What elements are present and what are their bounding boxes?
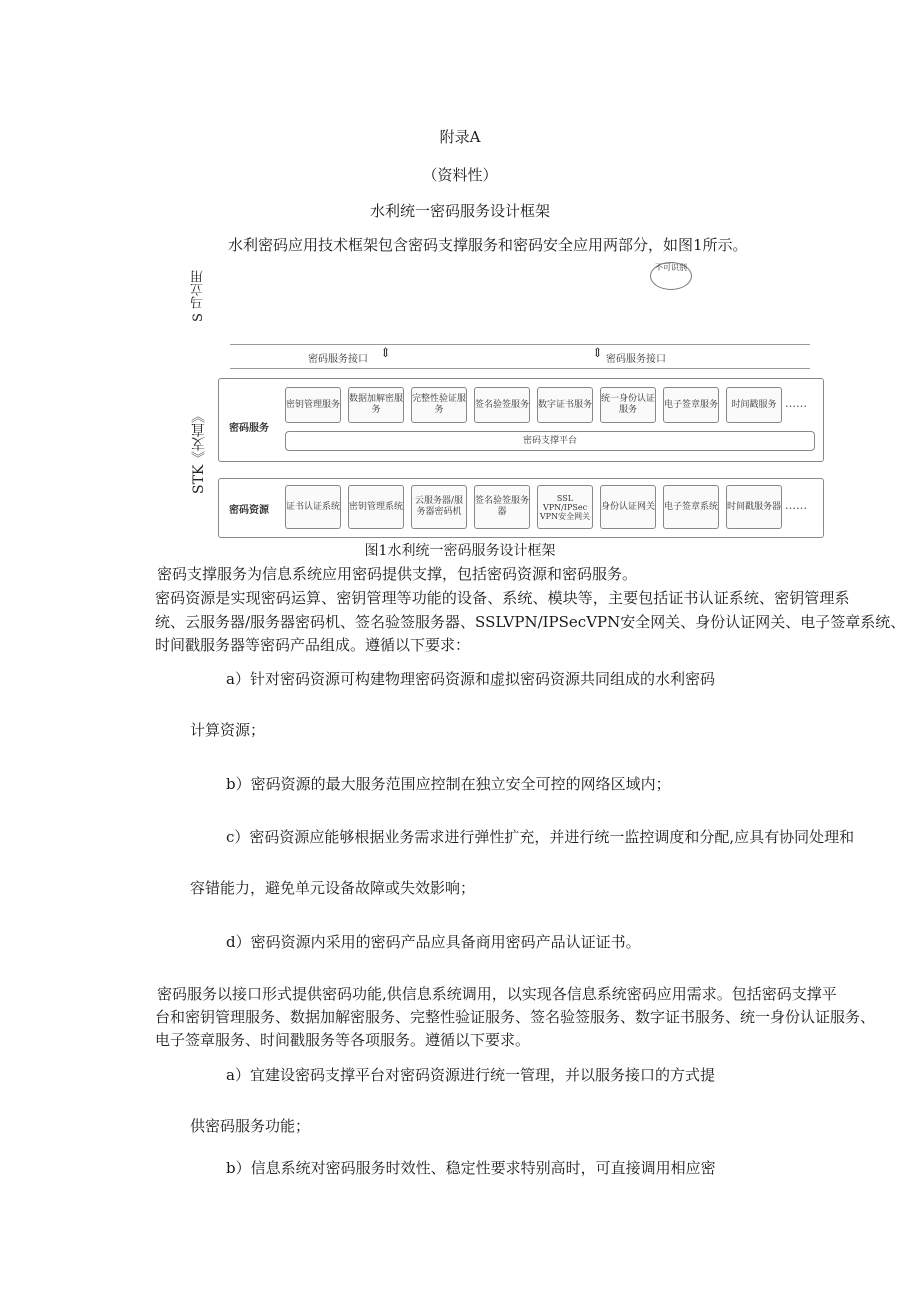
paragraph: 密码服务以接口形式提供密码功能,供信息系统调用，以实现各信息系统密码应用需求。包括密码支撑平 bbox=[157, 985, 837, 1003]
list-item: b）密码资源的最大服务范围应控制在独立安全可控的网络区域内； bbox=[226, 775, 671, 793]
service-box: 时间戳服务 bbox=[726, 387, 782, 423]
resource-box: 云服务器/服务器密码机 bbox=[411, 485, 467, 529]
paragraph: 统、云服务器/服务器密码机、签名验签服务器、SSLVPN/IPSecVPN安全网关、身份认证网关、电子签章系统、 bbox=[155, 613, 906, 631]
paragraph: 时间戳服务器等密码产品组成。遵循以下要求： bbox=[155, 636, 471, 654]
service-box: 统一身份认证服务 bbox=[600, 387, 656, 423]
side-label-bottom: STK《支直》 bbox=[191, 408, 207, 494]
appendix-note: （资料性） bbox=[422, 166, 498, 184]
paragraph: 密码资源是实现密码运算、密钥管理等功能的设备、系统、模块等，主要包括证书认证系统、密钥管理系 bbox=[155, 589, 850, 607]
resource-box: 身份认证网关 bbox=[600, 485, 656, 529]
service-box: 签名验签服务 bbox=[474, 387, 530, 423]
list-item: a）宜建设密码支撑平台对密码资源进行统一管理，并以服务接口的方式提 bbox=[226, 1066, 715, 1084]
resource-box: 电子签章系统 bbox=[663, 485, 719, 529]
side-label-top: S 马立用 bbox=[191, 269, 206, 322]
section-title: 水利统一密码服务设计框架 bbox=[369, 202, 550, 220]
service-box: 完整性验证服务 bbox=[411, 387, 467, 423]
service-box: 电子签章服务 bbox=[663, 387, 719, 423]
service-box: 密钥管理服务 bbox=[285, 387, 341, 423]
resource-box: SSL VPN/IPSec VPN安全网关 bbox=[537, 485, 593, 529]
figure-caption: 图1水利统一密码服务设计框架 bbox=[364, 543, 556, 559]
resource-box: 密钥管理系统 bbox=[348, 485, 404, 529]
list-item: b）信息系统对密码服务时效性、稳定性要求特别高时，可直接调用相应密 bbox=[226, 1159, 716, 1177]
service-more: …… bbox=[785, 397, 807, 410]
list-item: 容错能力，避免单元设备故障或失效影响； bbox=[190, 879, 476, 897]
up-down-arrow-icon: ⇕ bbox=[380, 346, 391, 361]
intro-paragraph: 水利密码应用技术框架包含密码支撑服务和密码安全应用两部分，如图1所示。 bbox=[228, 236, 748, 254]
list-item: 供密码服务功能； bbox=[190, 1117, 311, 1135]
resource-layer-label: 密码资源 bbox=[229, 505, 269, 516]
resource-box: 签名验签服务器 bbox=[474, 485, 530, 529]
up-down-arrow-icon: ⇕ bbox=[592, 346, 603, 361]
service-layer-label: 密码服务 bbox=[229, 423, 269, 434]
list-item: c）密码资源应能够根据业务需求进行弹性扩充，并进行统一监控调度和分配,应具有协同处理和 bbox=[226, 828, 855, 846]
list-item: 计算资源； bbox=[190, 721, 266, 739]
paragraph: 电子签章服务、时间戳服务等各项服务。遵循以下要求。 bbox=[155, 1031, 531, 1049]
resource-box: 证书认证系统 bbox=[285, 485, 341, 529]
framework-diagram bbox=[190, 258, 830, 543]
interface-label-right: 密码服务接口 bbox=[606, 354, 666, 365]
paragraph: 台和密钥管理服务、数据加解密服务、完整性验证服务、签名验签服务、数字证书服务、统一身份认证服务、 bbox=[155, 1008, 876, 1026]
paragraph: 密码支撑服务为信息系统应用密码提供支撑，包括密码资源和密码服务。 bbox=[157, 565, 638, 583]
service-layer bbox=[218, 378, 824, 462]
list-item: d）密码资源内采用的密码产品应具备商用密码产品认证证书。 bbox=[226, 933, 641, 951]
resource-more: …… bbox=[785, 499, 807, 512]
service-box: 数字证书服务 bbox=[537, 387, 593, 423]
interface-label-left: 密码服务接口 bbox=[308, 354, 368, 365]
support-platform: 密码支撑平台 bbox=[285, 431, 815, 451]
interface-line-bottom bbox=[230, 368, 810, 369]
resource-layer bbox=[218, 478, 824, 538]
interface-line-top bbox=[230, 344, 810, 345]
resource-box: 时间戳服务器 bbox=[726, 485, 782, 529]
appendix-label: 附录A bbox=[439, 128, 481, 146]
oval-text: 不可识别 bbox=[655, 263, 687, 272]
unrecognized-oval bbox=[650, 262, 692, 290]
list-item: a）针对密码资源可构建物理密码资源和虚拟密码资源共同组成的水利密码 bbox=[226, 670, 715, 688]
service-box: 数据加解密服务 bbox=[348, 387, 404, 423]
